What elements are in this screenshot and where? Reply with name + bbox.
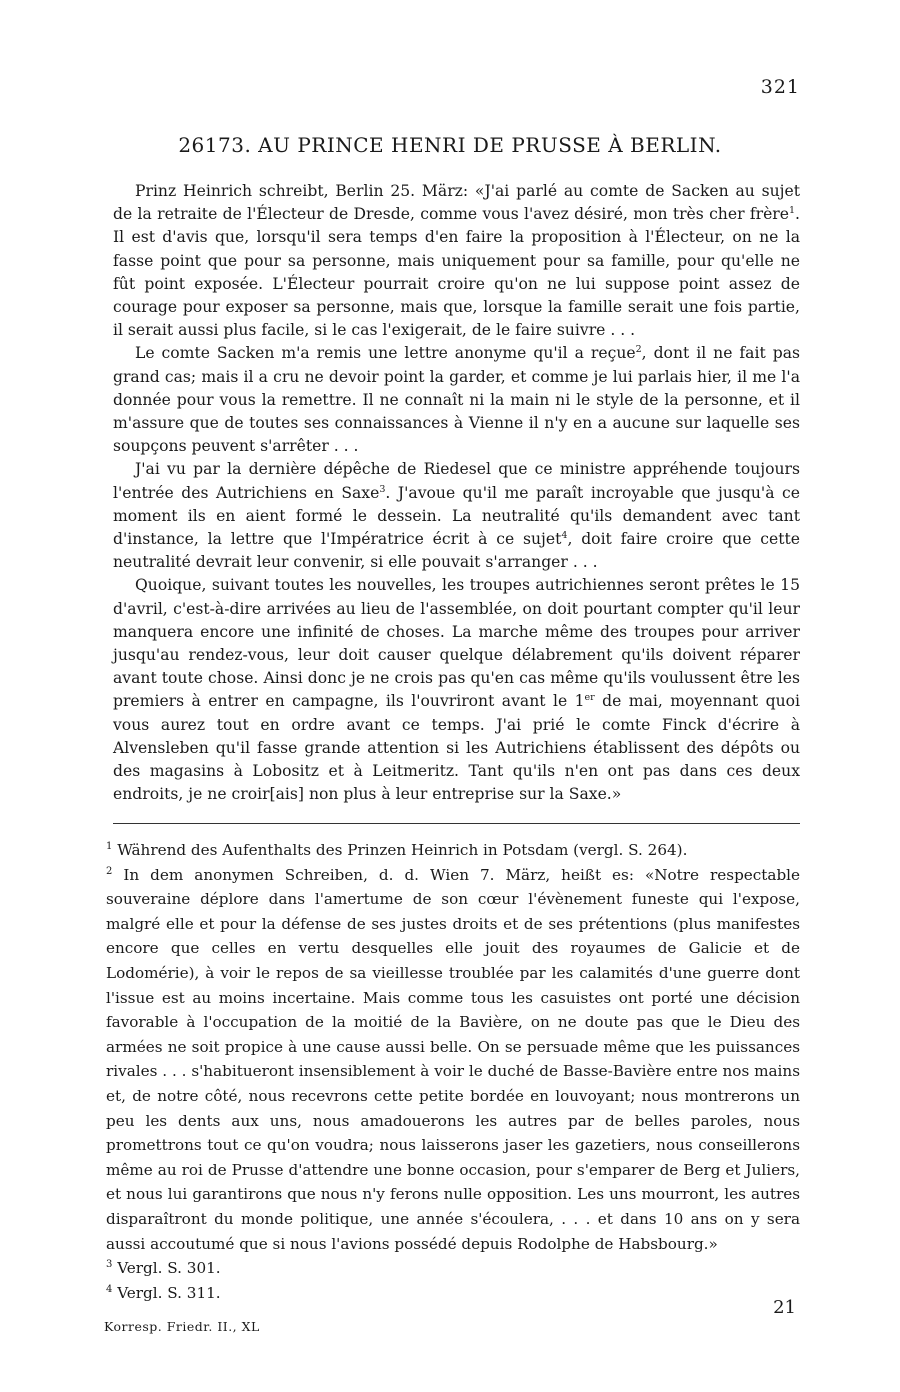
paragraph: Prinz Heinrich schreibt, Berlin 25. März: «J'ai parlé au comte de Sacken au sujet de la retraite de l'Électeur de Dresde, comme vous l'avez désiré, mon très cher frère$^1$. Il est d'avis que, lorsqu'il sera temps d'en faire la proposition à l'Électeur, on ne la fasse point que pour sa personne, mais uniquement pour sa famille, pour qu'elle ne fût point exposée. L'Électeur pourrait croire qu'on ne lui suppose point assez de courage pour exposer sa personne, mais que, lorsque la famille serait une fois partie, il serait aussi plus facile, si le cas l'exigerait, de le faire suivre . . . [113,182,800,340]
sheet-number: 21 [773,1297,796,1318]
footnotes [106,838,800,1305]
paragraph: Quoique, suivant toutes les nouvelles, les troupes autrichiennes seront prêtes le 15 d'avril, c'est-à-dire arrivées au lieu de l'assemblée, on doit pourtant compter qu'il leur manquera encore une infinité de choses. La marche même des troupes pour arriver jusqu'au rendez-vous, leur doit causer quelque délabrement qu'ils doivent réparer avant toute chose. Ainsi donc je ne crois pas qu'en cas même qu'ils voulussent être les premiers à entrer en campagne, ils l'ouvriront avant le 1er de mai, moyennant quoi vous aurez tout en ordre avant ce temps. J'ai prié le comte Finck d'écrire à Alvensleben qu'il fasse grande attention si les Autrichiens établissent des dépôts ou des magasins à Lobositz et à Leitmeritz. Tant qu'ils n'en ont pas dans ces deux endroits, je ne croir[ais] non plus à leur entreprise sur la Saxe.» [113,576,800,804]
letter-heading: 26173. AU PRINCE HENRI DE PRUSSE À BERLIN. [178,133,722,157]
footnote: $^3$ Vergl. S. 301. [106,1259,221,1278]
footnote-divider [113,823,800,824]
footnote-ref: 2 [635,344,642,356]
footnote-ref: 1 [788,205,796,217]
paragraph: Le comte Sacken m'a remis une lettre anonyme qu'il a reçue$^2$, dont il ne fait pas grand cas; mais il a cru ne devoir point la garder, et comme je lui parlais hier, il me l'a donnée pour vous la remettre. Il ne connaît ni la main ni le style de la personne, et il m'assure que de toutes ses connaissances à Vienne il n'y en a aucune sur laquelle ses soupçons peuvent s'arrêter . . . [113,344,800,456]
letter-body [113,180,800,806]
footnote: $^1$ Während des Aufenthalts des Prinzen Heinrich in Potsdam (vergl. S. 264). [106,840,688,859]
footnote: $^2$ In dem anonymen Schreiben, d. d. Wien 7. März, heißt es: «Notre respectable souveraine déplore dans l'amertume de son cœur l'évènement funeste qui l'expose, malgré elle et pour la défense de ses justes droits et de ses prétentions (plus manifestes encore que celles en vertu desquelles elle jouit des royaumes de Galicie et de Lodomérie), à voir le repos de sa vieillesse troublée par les calamités d'une guerre dont l'issue est au moins incertaine. Mais comme tous les casuistes ont porté une décision favorable à l'occupation de la moitié de la Bavière, on ne doute pas que le Dieu des armées ne soit propice à une cause aussi belle. On se persuade même que les puissances rivales . . . s'habitueront insensiblement à voir le duché de Basse-Bavière entre nos mains et, de notre côté, nous recevrons cette petite bordée en louvoyant; nous montrerons un peu les dents aux uns, nous amadouerons les autres par de belles paroles, nous promettrons tout ce qu'on voudra; nous laisserons jaser les gazetiers, nous conseillerons même au roi de Prusse d'attendre une bonne occasion, pour s'emparer de Berg et Juliers, et nous lui garantirons que nous n'y ferons nulle opposition. Les uns mourront, les autres disparaîtront du monde politique, une année s'écoulera, . . . et dans 10 ans on y sera aussi accoutumé que si nous l'avions possédé depuis Rodolphe de Habsbourg.» [106,865,801,1253]
footnote-ref: 4 [561,529,568,541]
footnote-number: 2 [106,865,113,877]
ordinal-suffix: er [584,692,595,704]
footnote: $^4$ Vergl. S. 311. [106,1283,221,1302]
page-number: 321 [760,76,800,98]
paragraph: J'ai vu par la dernière dépêche de Riedesel que ce ministre appréhende toujours l'entrée des Autrichiens en Saxe$^3$. J'avoue qu'il me paraît incroyable que jusqu'à ce moment ils en aient formé le dessein. La neutralité qu'ils demandent avec tant d'instance, la lettre que l'Impératrice écrit à ce sujet$^4$, doit faire croire que cette neutralité devrait leur convenir, si elle pouvait s'arranger . . . [113,460,800,572]
footnote-number: 3 [106,1259,113,1271]
printer-signature: Korresp. Friedr. II., XL [104,1319,260,1334]
footnote-ref: 3 [379,483,386,495]
footnote-number: 1 [106,840,113,852]
footnote-number: 4 [106,1283,113,1295]
